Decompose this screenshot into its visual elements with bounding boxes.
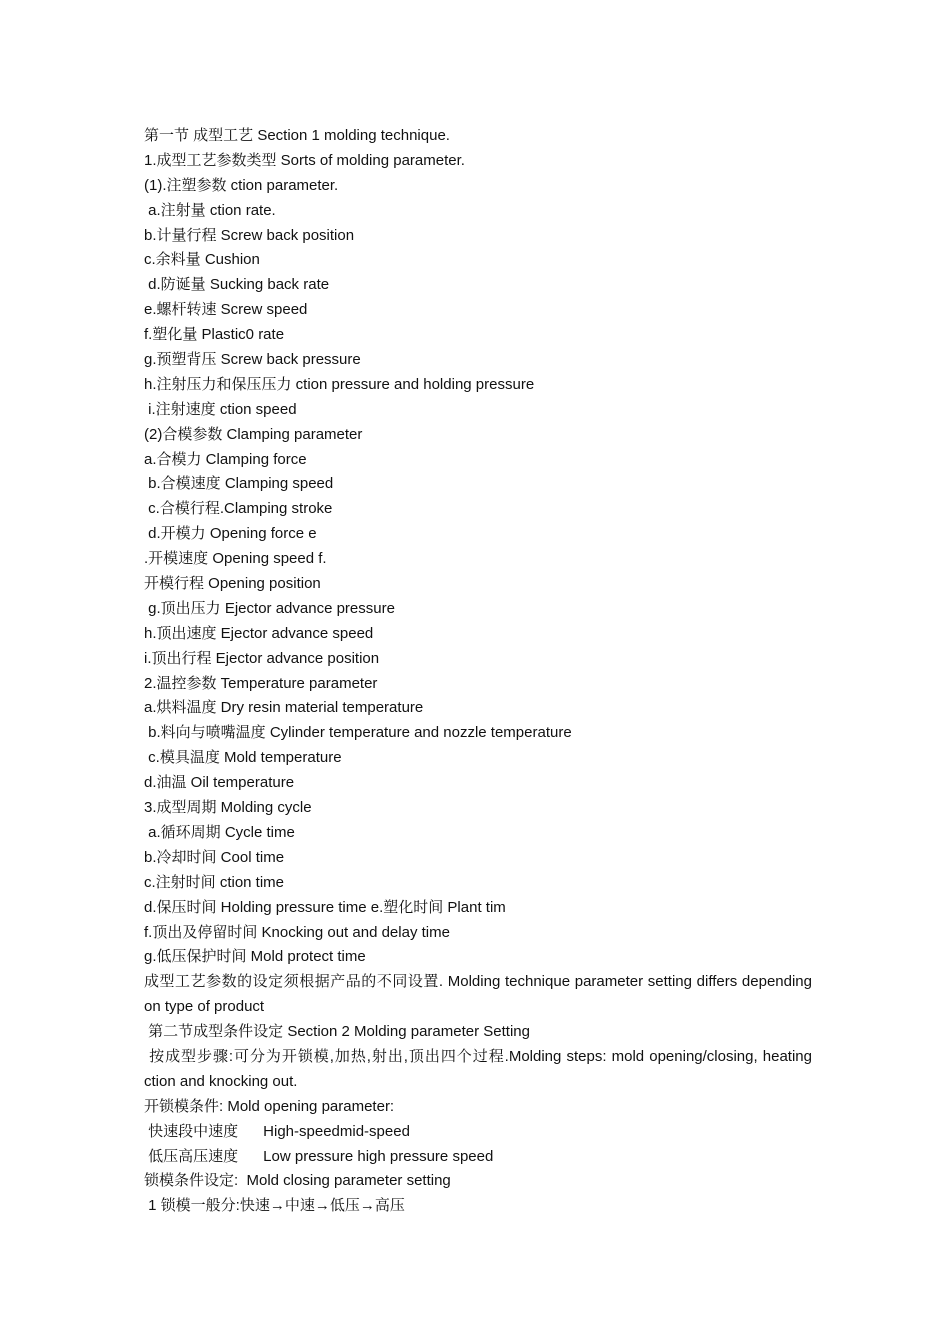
text-line: 低压高压速度 Low pressure high pressure speed [144,1147,494,1165]
text-line: h.注射压力和保压压力 ction pressure and holding pressure [144,375,535,393]
text-line: (1).注塑参数 ction parameter. [144,176,339,194]
text-line: 快速段中速度 High-speedmid-speed [144,1122,410,1140]
section-1-heading: 第一节 成型工艺 Section 1 molding technique. [144,127,450,144]
text-line: c.余料量 Cushion [144,251,260,269]
text-line: g.低压保护时间 Mold protect time [144,948,366,966]
document-body [144,124,833,1219]
text-line: d.开模力 Opening force e [144,525,317,543]
section-2-heading: 第二节成型条件设定 Section 2 Molding parameter Setting [144,1023,530,1041]
text-line: a.烘料温度 Dry resin material temperature [144,699,424,717]
text-line: b.计量行程 Screw back position [144,226,355,244]
paragraph-molding-steps: 按成型步骤:可分为开锁模,加热,射出,顶出四个过程.Molding steps: mold opening/closing, heating ction and knocking out. [144,1047,833,1090]
text-line: b.料向与喷嘴温度 Cylinder temperature and nozzle temperature [144,724,572,742]
text-line: c.模具温度 Mold temperature [144,749,342,767]
text-line: c.注射时间 ction time [144,873,285,891]
text-line: .开模速度 Opening speed f. [144,550,327,568]
text-line: f.塑化量 Plastic0 rate [144,326,285,344]
text-line: f.顶出及停留时间 Knocking out and delay time [144,923,450,941]
text-line: h.顶出速度 Ejector advance speed [144,624,374,642]
text-line: a.注射量 ction rate. [144,201,276,219]
text-line: 1 锁模一般分:快速→中速→低压→高压 [144,1197,405,1215]
text-line: 1.成型工艺参数类型 Sorts of molding parameter. [144,151,465,169]
text-line: a.合模力 Clamping force [144,450,307,468]
text-line: (2)合模参数 Clamping parameter [144,425,363,443]
text-line: g.顶出压力 Ejector advance pressure [144,599,395,617]
text-line: 锁模条件设定: Mold closing parameter setting [144,1172,451,1190]
text-line: b.冷却时间 Cool time [144,848,285,866]
text-line: 3.成型周期 Molding cycle [144,799,312,817]
text-line: a.循环周期 Cycle time [144,823,295,841]
text-line: b.合模速度 Clamping speed [144,475,334,493]
text-line: 2.温控参数 Temperature parameter [144,674,378,692]
text-line: e.螺杆转速 Screw speed [144,301,308,319]
paragraph-setting-note: 成型工艺参数的设定须根据产品的不同设置. Molding technique parameter setting differs depending on type of product [144,973,817,1016]
text-line: c.合模行程.Clamping stroke [144,500,333,518]
text-line: 开锁模条件: Mold opening parameter: [144,1097,395,1115]
text-line: i.注射速度 ction speed [144,400,297,418]
text-line: d.防诞量 Sucking back rate [144,276,330,294]
text-line: i.顶出行程 Ejector advance position [144,649,380,667]
text-line: 开模行程 Opening position [144,575,321,593]
text-line: d.保压时间 Holding pressure time e.塑化时间 Plant tim [144,898,506,916]
text-line: g.预塑背压 Screw back pressure [144,351,361,369]
text-line: d.油温 Oil temperature [144,774,295,792]
